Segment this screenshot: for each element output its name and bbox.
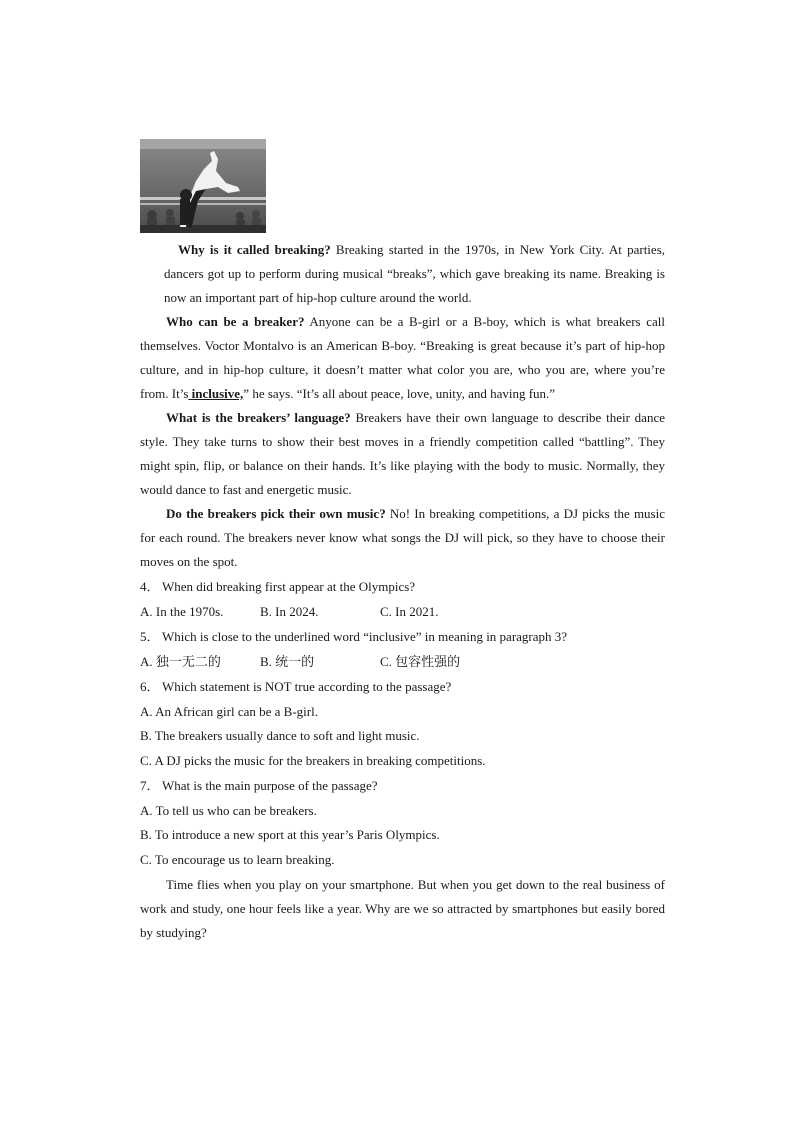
- paragraph-text: No! In breaking competitions, a DJ picks the music for each round. The breakers never know what songs the DJ will pick, so they have to choose their moves on the spot.: [140, 506, 665, 569]
- option-a[interactable]: A. An African girl can be a B-girl.: [140, 703, 318, 719]
- paragraph-heading: Who can be a breaker?: [166, 314, 305, 329]
- breakdancer-photo: [140, 139, 266, 233]
- paragraph-text-tail: ” he says. “It’s all about peace, love, unity, and having fun.”: [243, 386, 556, 401]
- paragraph-heading: What is the breakers’ language?: [166, 410, 351, 425]
- option-b[interactable]: B. In 2024.: [260, 603, 319, 619]
- paragraph-heading: Do the breakers pick their own music?: [166, 506, 386, 521]
- paragraph-text: Breakers have their own language to describe their dance style. They take turns to show their best moves in a friendly competition called “battling”. They might spin, flip, or balance on their hands. It’s like playing with the body to music. Normally, they would dance to fast and energetic music.: [140, 410, 665, 497]
- option-c[interactable]: C. To encourage us to learn breaking.: [140, 851, 335, 867]
- question-4-options: [140, 600, 665, 625]
- question-number: 6．: [140, 679, 160, 694]
- paragraph-2: [140, 310, 665, 406]
- question-text: Which statement is NOT true according to the passage?: [162, 679, 452, 694]
- next-passage-paragraph: Time flies when you play on your smartphone. But when you get down to the real business of work and study, one hour feels like a year. Why are we so attracted by smartphones but easily bored by studying?: [140, 877, 665, 940]
- option-b[interactable]: B. 统一的: [260, 653, 315, 669]
- reading-passage: [140, 238, 665, 945]
- option-b[interactable]: B. To introduce a new sport at this year’s Paris Olympics.: [140, 827, 440, 842]
- question-6: [140, 675, 665, 700]
- paragraph-1: [140, 238, 665, 310]
- question-text: When did breaking first appear at the Olympics?: [162, 579, 416, 594]
- underlined-word: inclusive,: [188, 386, 244, 401]
- question-5: [140, 625, 665, 650]
- question-number: 7．: [140, 778, 160, 793]
- option-a[interactable]: A. To tell us who can be breakers.: [140, 802, 317, 818]
- paragraph-3: [140, 406, 665, 502]
- option-c[interactable]: C. 包容性强的: [380, 653, 461, 669]
- paragraph-text: Breaking started in the 1970s, in New York City. At parties, dancers got up to perform during musical “breaks”, which gave breaking its name. Breaking is now an important part of hip-hop culture around the world.: [164, 242, 665, 305]
- option-a[interactable]: A. 独一无二的: [140, 653, 221, 669]
- question-number: 4．: [140, 579, 160, 594]
- option-a[interactable]: A. In the 1970s.: [140, 603, 224, 619]
- paragraph-4: [140, 502, 665, 574]
- option-b[interactable]: B. The breakers usually dance to soft and light music.: [140, 728, 420, 743]
- option-c[interactable]: C. A DJ picks the music for the breakers in breaking competitions.: [140, 752, 486, 768]
- question-text: Which is close to the underlined word “inclusive” in meaning in paragraph 3?: [162, 629, 568, 644]
- question-5-options: [140, 650, 665, 675]
- paragraph-heading: Why is it called breaking?: [178, 242, 331, 257]
- question-number: 5．: [140, 629, 160, 644]
- question-7: [140, 774, 665, 799]
- paragraph-text: Anyone can be a B-girl or a B-boy, which is what breakers call themselves. Voctor Montalvo is an American B-boy. “Breaking is great because it’s part of hip-hop culture, and in hip-hop culture, it doesn’t matter what color you are, who you are, where you’re from. It’s: [140, 314, 665, 401]
- question-text: What is the main purpose of the passage?: [162, 778, 378, 793]
- question-4: [140, 575, 665, 600]
- option-c[interactable]: C. In 2021.: [380, 603, 439, 619]
